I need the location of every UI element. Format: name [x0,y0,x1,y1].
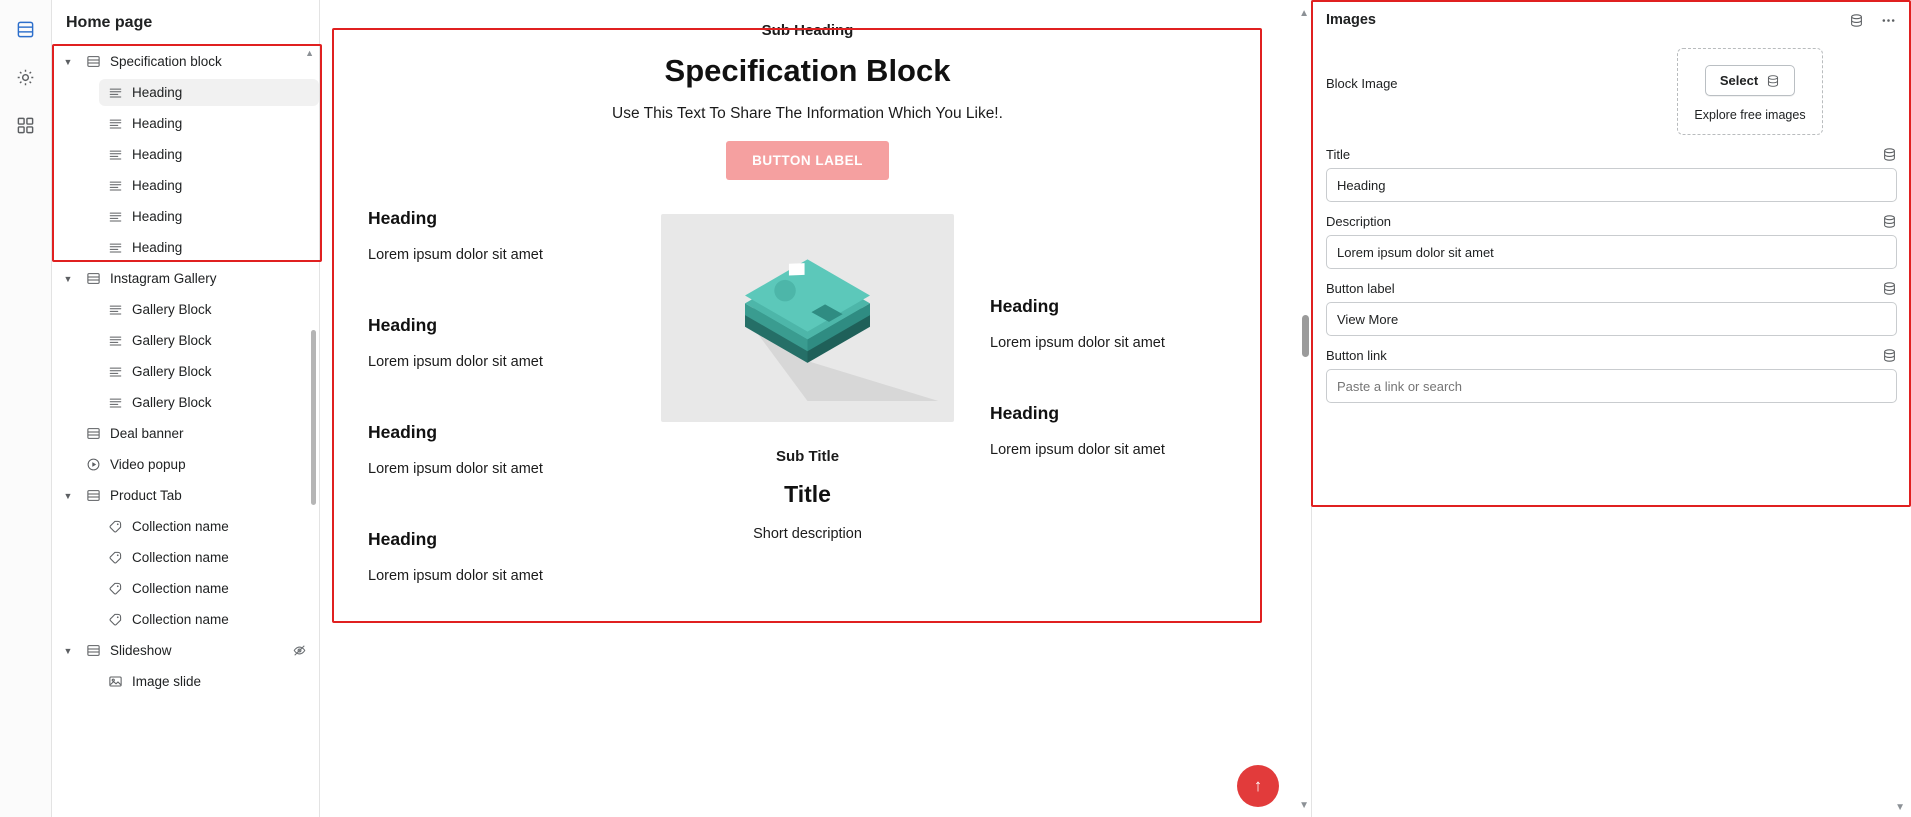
canvas-scroll-down-icon[interactable]: ▼ [1299,800,1309,811]
feature-heading: Heading [368,315,438,335]
hero-title: Specification Block [664,53,951,88]
text-block-icon [107,333,123,349]
tree-item-label: Collection name [132,550,229,565]
text-block-icon [107,364,123,380]
tree-item-gallery-block[interactable] [52,325,319,356]
feature-item [368,529,653,584]
inspector-title: Images [1326,12,1376,28]
tree-item-heading[interactable] [52,201,319,232]
select-image-label: Select [1719,73,1759,88]
tree-item-label: Collection name [132,581,229,596]
title-label: Title [1326,147,1351,162]
eye-off-icon[interactable] [292,643,307,658]
tree-item-label: Specification block [110,54,222,69]
section-icon [85,426,101,442]
tree-item-label: Gallery Block [132,302,212,317]
tree-item-label: Deal banner [110,426,184,441]
tree-item-label: Product Tab [110,488,182,503]
hero-sub-heading: Sub Heading [761,22,854,39]
product-illustration-icon [661,214,954,422]
button-label-input[interactable] [1326,302,1897,336]
text-block-icon [107,147,123,163]
tree-item-content[interactable] [99,172,319,199]
left-feature-column [368,208,653,636]
dynamic-source-icon[interactable] [1882,348,1897,363]
select-image-button[interactable] [1705,65,1795,96]
tree-item-deal-banner[interactable] [52,418,319,449]
inspector-panel [1311,0,1911,817]
feature-item [368,422,653,477]
collection-icon [107,519,123,535]
tree-item-content[interactable] [99,79,319,106]
feature-text: Lorem ipsum dolor sit amet [368,461,543,477]
collection-icon [107,550,123,566]
canvas-scrollbar-thumb[interactable] [1302,315,1309,357]
tree-scroll-up-icon[interactable]: ▲ [305,48,314,58]
features-grid [324,208,1291,636]
tree-item-content[interactable] [99,575,319,602]
tree-item-image-slide[interactable] [52,666,319,697]
tree-item-label: Heading [132,116,183,131]
caption-title: Title [784,481,831,507]
tree-item-label: Gallery Block [132,364,212,379]
text-block-icon [107,209,123,225]
dynamic-source-icon[interactable] [1882,214,1897,229]
tree-item-label: Collection name [132,612,229,627]
caption-description: Short description [753,526,862,542]
tree-item-label: Video popup [110,457,186,472]
tree-item-content[interactable] [77,482,319,509]
settings-gear-icon[interactable] [11,62,41,92]
chevron-down-icon[interactable]: ▼ [63,645,73,656]
chevron-down-icon[interactable]: ▼ [63,490,73,501]
tree-item-label: Heading [132,240,183,255]
text-block-icon [107,116,123,132]
feature-text: Lorem ipsum dolor sit amet [368,568,543,584]
tree-item-content[interactable] [99,296,319,323]
feature-item [368,208,653,263]
left-icon-rail [0,0,52,817]
explore-free-images-link[interactable]: Explore free images [1694,108,1806,122]
tree-item-content[interactable] [77,420,319,447]
feature-text: Lorem ipsum dolor sit amet [368,247,543,263]
inspector-field [1326,147,1897,202]
right-feature-column [962,208,1247,636]
tree-item-content[interactable] [99,327,319,354]
tree-item-video-popup[interactable] [52,449,319,480]
tree-item-specification-block[interactable] [52,46,319,77]
block-image-label: Block Image [1326,76,1398,91]
text-block-icon [107,395,123,411]
tree-item-heading[interactable] [52,108,319,139]
tree-item-gallery-block[interactable] [52,356,319,387]
inspector-scroll-down-icon[interactable]: ▼ [1895,802,1905,813]
hero-text: Use This Text To Share The Information Which You Like!. [612,105,1003,122]
tree-item-content[interactable] [99,513,319,540]
tree-item-content[interactable] [77,265,319,292]
sections-tree-panel [52,0,320,817]
tree-item-content[interactable] [99,110,319,137]
product-image-placeholder [661,214,954,422]
section-icon [85,54,101,70]
tree-item-content[interactable] [99,389,319,416]
image-slide-icon [107,674,123,690]
description-label: Description [1326,214,1392,229]
tree-item-label: Heading [132,85,183,100]
section-icon [85,488,101,504]
dynamic-source-icon[interactable] [1766,74,1780,88]
feature-heading: Heading [990,296,1060,316]
more-actions-icon[interactable] [1880,12,1897,29]
tree-item-collection-name[interactable] [52,542,319,573]
chevron-down-icon[interactable]: ▼ [63,56,73,67]
tree-item-label: Image slide [132,674,202,689]
button-label-label: Button label [1326,281,1395,296]
tree-item-content[interactable] [99,203,319,230]
tree-item-content[interactable] [99,606,319,633]
inspector-header [1312,0,1911,40]
feature-heading: Heading [368,422,438,442]
feature-heading: Heading [368,208,438,228]
canvas-scroll-up-icon[interactable]: ▲ [1299,8,1309,19]
sections-icon[interactable] [11,14,41,44]
tree-item-collection-name[interactable] [52,573,319,604]
video-icon [85,457,101,473]
page-title: Home page [66,14,153,31]
hero-section [324,0,1291,180]
block-image-field [1326,48,1897,135]
tree-item-label: Gallery Block [132,395,212,410]
feature-item [990,403,1247,458]
tree-item-label: Gallery Block [132,333,212,348]
inspector-field [1326,281,1897,336]
text-block-icon [107,178,123,194]
section-icon [85,643,101,659]
tree-item-content[interactable] [99,358,319,385]
inspector-field [1326,348,1897,403]
tree-scrollbar[interactable] [311,330,316,505]
tree-item-content[interactable] [77,637,292,664]
button-link-input[interactable] [1326,369,1897,403]
tree-item-heading[interactable] [52,170,319,201]
tree-item-gallery-block[interactable] [52,387,319,418]
inspector-body [1312,48,1911,403]
tree-scroll-area[interactable] [52,46,319,817]
feature-text: Lorem ipsum dolor sit amet [368,354,543,370]
feature-heading: Heading [368,529,438,549]
section-icon [85,271,101,287]
preview-canvas [320,0,1311,817]
tree-item-content[interactable] [77,48,319,75]
center-media-column [653,208,962,636]
tree-item-heading[interactable] [52,139,319,170]
feature-heading: Heading [990,403,1060,423]
preview-page [324,0,1291,817]
dynamic-source-icon[interactable] [1882,281,1897,296]
description-input[interactable] [1326,235,1897,269]
feature-item [368,315,653,370]
text-block-icon [107,302,123,318]
tree-item-instagram-gallery[interactable] [52,263,319,294]
collection-icon [107,612,123,628]
hero-cta-button[interactable]: BUTTON LABEL [726,141,889,180]
image-dropzone[interactable] [1677,48,1823,135]
arrow-up-icon[interactable]: ↑ [1237,765,1279,807]
tree-item-collection-name[interactable] [52,511,319,542]
dynamic-source-icon[interactable] [1849,13,1864,28]
dynamic-source-icon[interactable] [1882,147,1897,162]
caption-sub-title: Sub Title [775,448,840,465]
tree-item-label: Heading [132,147,183,162]
tree-item-label: Collection name [132,519,229,534]
title-input[interactable] [1326,168,1897,202]
tree-item-content[interactable] [99,234,319,261]
tree-item-label: Heading [132,178,183,193]
inspector-field [1326,214,1897,269]
tree-item-content[interactable] [99,544,319,571]
tree-item-label: Slideshow [110,643,172,658]
tree-item-content[interactable] [77,451,319,478]
tree-item-label: Instagram Gallery [110,271,217,286]
text-block-icon [107,240,123,256]
tree-item-gallery-block[interactable] [52,294,319,325]
tree-item-product-tab[interactable] [52,480,319,511]
feature-text: Lorem ipsum dolor sit amet [990,442,1165,458]
feature-text: Lorem ipsum dolor sit amet [990,335,1165,351]
feature-item [990,296,1247,351]
tree-item-heading[interactable] [52,77,319,108]
tree-item-content[interactable] [99,141,319,168]
tree-item-slideshow[interactable] [52,635,319,666]
apps-blocks-icon[interactable] [11,110,41,140]
button-link-label: Button link [1326,348,1387,363]
collection-icon [107,581,123,597]
tree-item-label: Heading [132,209,183,224]
chevron-down-icon[interactable]: ▼ [63,273,73,284]
tree-item-collection-name[interactable] [52,604,319,635]
text-block-icon [107,85,123,101]
tree-item-heading[interactable] [52,232,319,263]
tree-item-content[interactable] [99,668,319,695]
